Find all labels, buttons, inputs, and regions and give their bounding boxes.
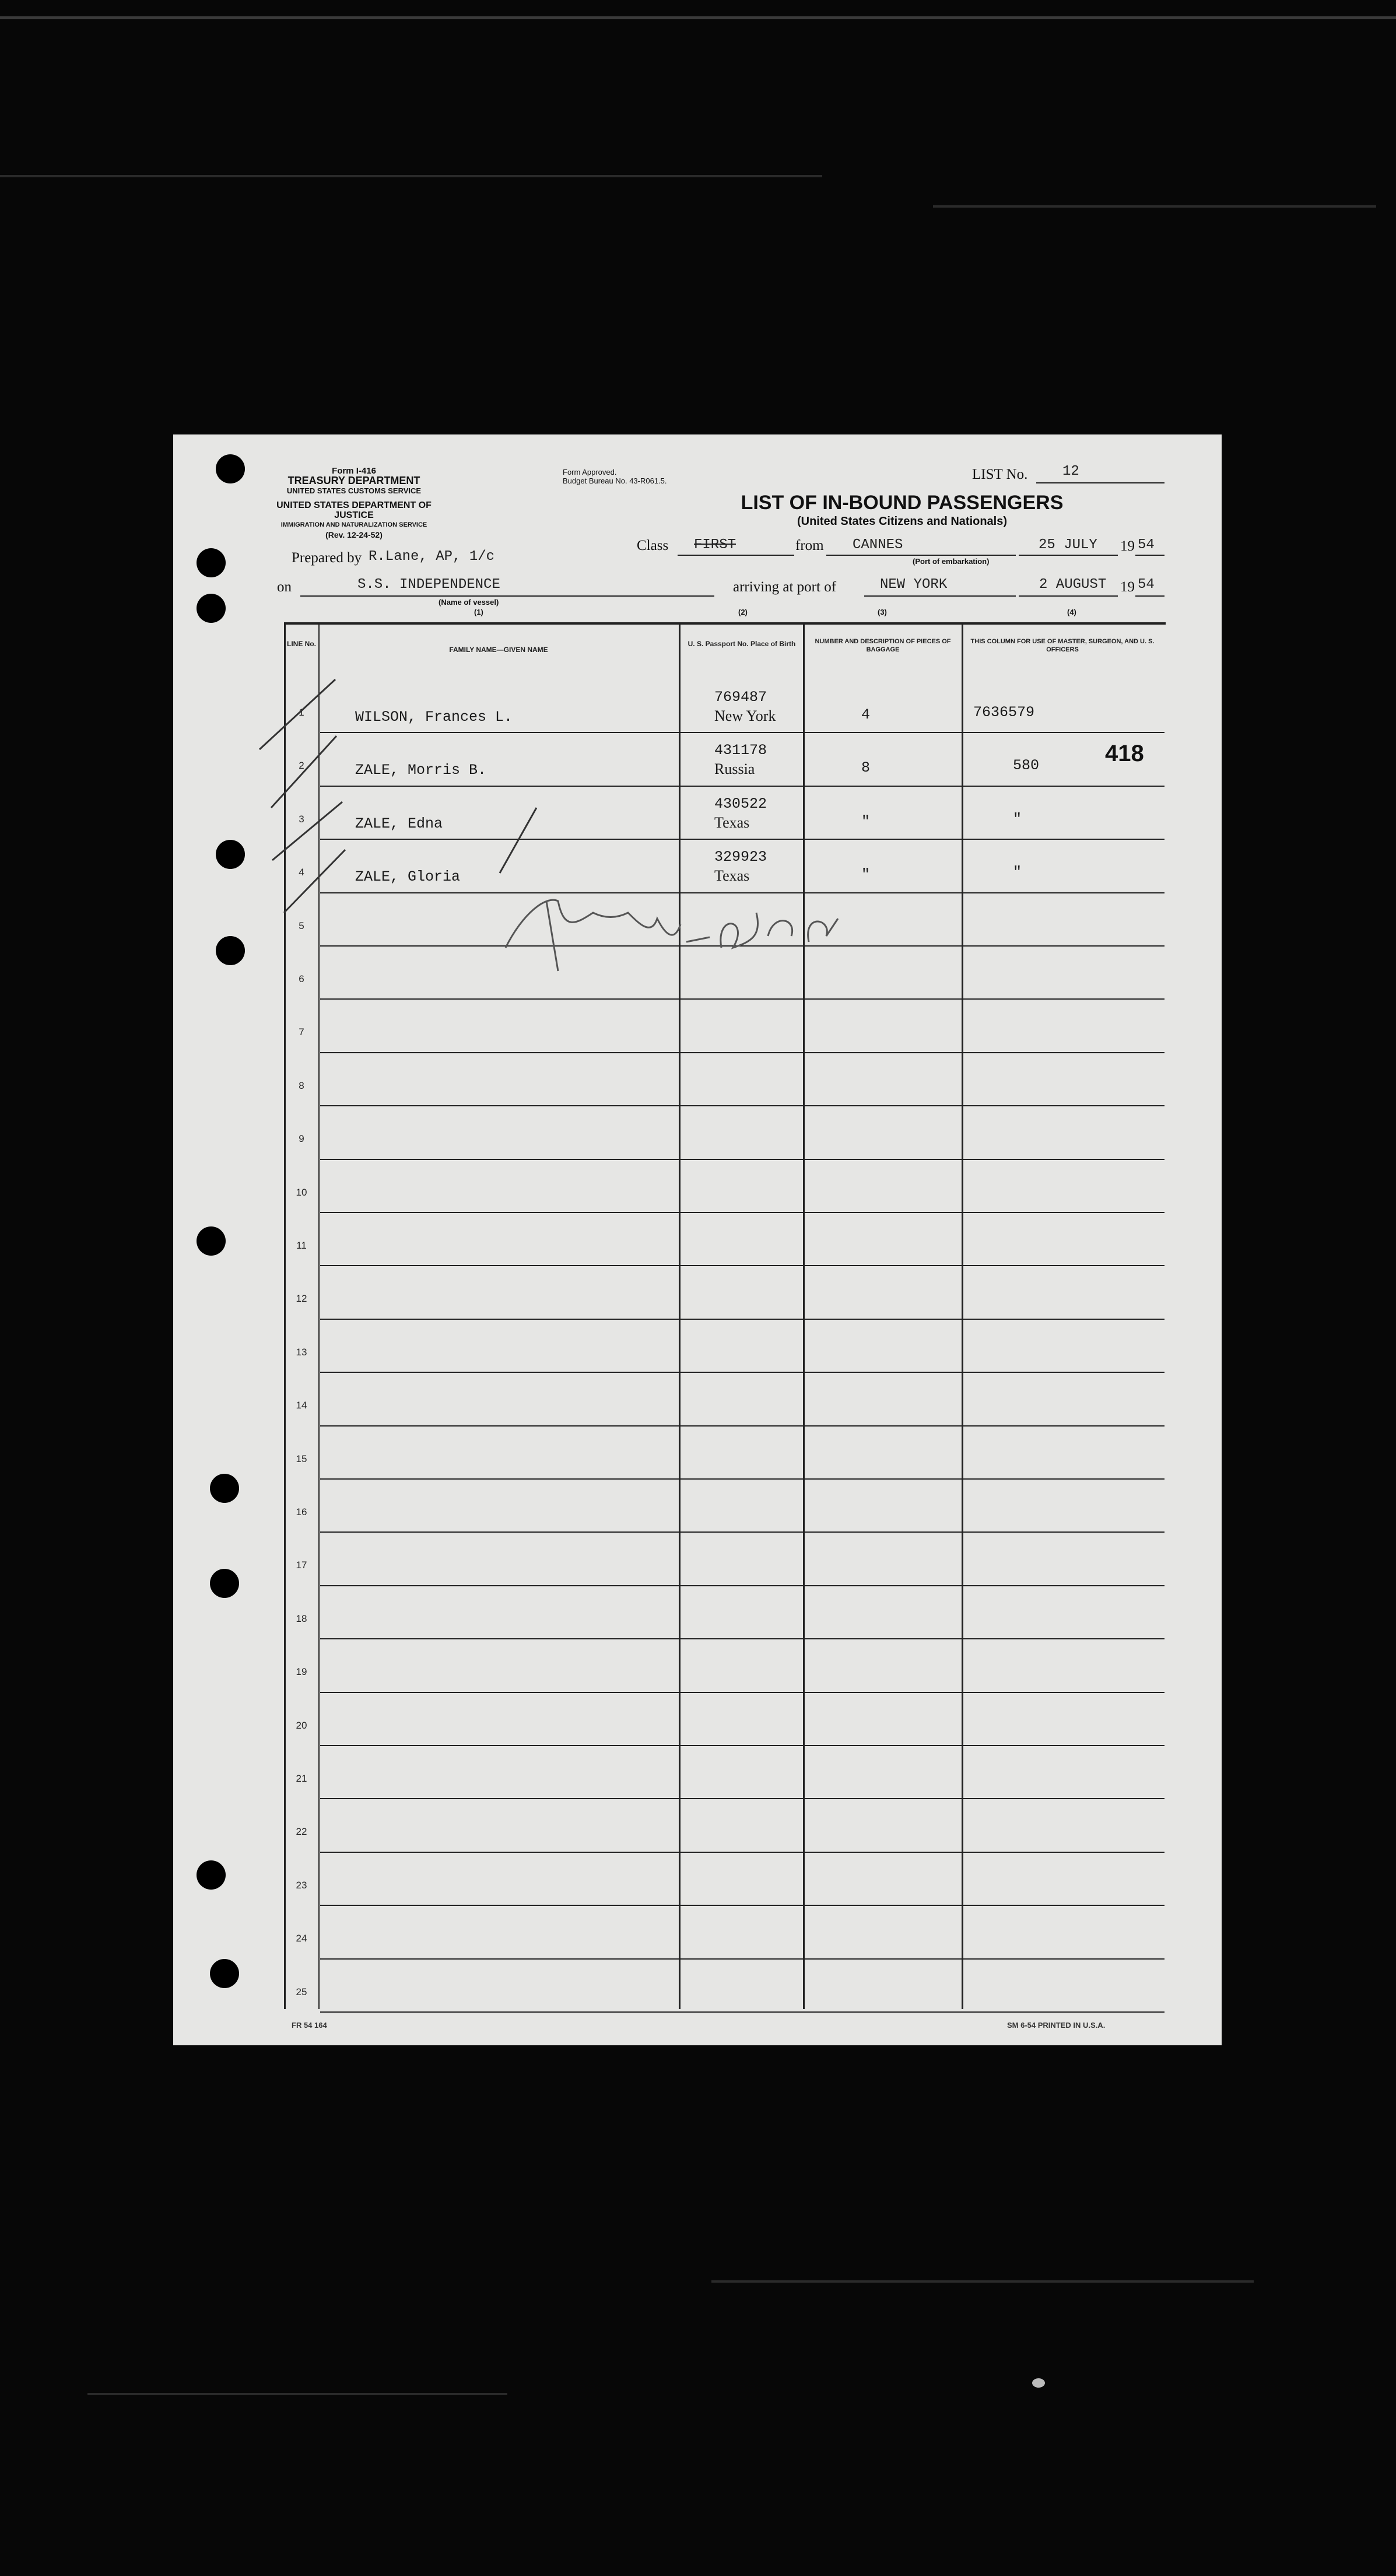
list-no-label: LIST No. (972, 467, 1028, 482)
handwritten-annotation (506, 900, 838, 971)
film-scratch (711, 2280, 1254, 2283)
row-line-number: 24 (296, 1933, 307, 1944)
checkmark-row-1 (259, 679, 335, 749)
row-line-number: 15 (296, 1453, 307, 1464)
ins-label: IMMIGRATION AND NATURALIZATION SERVICE (280, 521, 427, 528)
film-speck (1032, 2378, 1045, 2388)
row-line-number: 11 (296, 1240, 307, 1251)
depart-year-prefix: 19 (1120, 538, 1135, 554)
passenger-name: ZALE, Morris B. (355, 762, 487, 779)
vessel-value: S.S. INDEPENDENCE (357, 577, 500, 593)
film-edge-top (0, 16, 1396, 19)
officer-note: " (1013, 811, 1022, 828)
from-port-value: CANNES (853, 537, 903, 553)
arrival-port-value: NEW YORK (880, 577, 948, 593)
checkmark-row-3 (272, 802, 342, 860)
row-line-number: 14 (296, 1400, 307, 1411)
list-no-value: 12 (1062, 464, 1079, 479)
row-line-number: 20 (296, 1720, 307, 1731)
from-label: from (795, 538, 824, 553)
arrival-year-value: 54 (1138, 577, 1155, 593)
dept-justice: UNITED STATES DEPARTMENT OF JUSTICE (276, 500, 432, 520)
row-line-number: 13 (296, 1347, 307, 1358)
passport-number: 329923 (714, 849, 767, 865)
row-line-number: 2 (299, 760, 304, 771)
form-subtitle: (United States Citizens and Nationals) (797, 515, 1008, 528)
baggage-count: 4 (861, 706, 871, 723)
header-officers: THIS COLUMN FOR USE OF MASTER, SURGEON, AND U. S. OFFICERS (970, 638, 1155, 653)
arriving-label: arriving at port of (733, 579, 837, 595)
col-num-4: (4) (1067, 608, 1076, 616)
passenger-name: ZALE, Edna (355, 815, 443, 832)
place-of-birth: Texas (714, 814, 750, 831)
arrival-year-prefix: 19 (1120, 579, 1135, 595)
film-scratch (0, 175, 822, 177)
checkmark-row-2 (271, 736, 336, 808)
port-embarkation-caption: (Port of embarkation) (913, 557, 990, 566)
header-name: FAMILY NAME—GIVEN NAME (449, 646, 548, 654)
stamp-number: 418 (1105, 741, 1144, 766)
passenger-name: WILSON, Frances L. (355, 709, 513, 726)
footer-left-code: FR 54 164 (292, 2021, 327, 2030)
form-title: LIST OF IN-BOUND PASSENGERS (741, 492, 1064, 514)
row-line-number: 5 (299, 920, 304, 931)
place-of-birth: New York (714, 707, 776, 724)
dept-treasury: TREASURY DEPARTMENT (287, 475, 420, 486)
row-line-number: 17 (296, 1559, 307, 1571)
film-scratch (933, 205, 1376, 208)
place-of-birth: Russia (714, 760, 755, 777)
revision-date: (Rev. 12-24-52) (325, 530, 383, 539)
row-line-number: 6 (299, 973, 304, 984)
checkmark-row-4 (284, 850, 345, 913)
row-line-number: 10 (296, 1187, 307, 1198)
baggage-count: " (861, 813, 871, 830)
header-baggage: NUMBER AND DESCRIPTION OF PIECES OF BAGGAGE (815, 638, 951, 653)
tick-mark (500, 808, 536, 873)
class-label: Class (637, 538, 669, 553)
passenger-name: ZALE, Gloria (355, 868, 461, 885)
passport-number: 430522 (714, 795, 767, 812)
row-line-number: 21 (296, 1773, 307, 1784)
row-line-number: 22 (296, 1826, 307, 1837)
row-line-number: 23 (296, 1880, 307, 1891)
baggage-count: 8 (861, 759, 871, 776)
col-num-3: (3) (878, 608, 887, 616)
officer-note: 580 (1013, 757, 1040, 774)
passenger-manifest-page (173, 434, 1222, 2045)
row-line-number: 18 (296, 1613, 307, 1624)
vessel-caption: (Name of vessel) (439, 598, 499, 607)
row-line-number: 19 (296, 1666, 307, 1677)
on-label: on (277, 579, 292, 595)
officer-note: " (1013, 864, 1022, 881)
depart-date-value: 25 JULY (1039, 537, 1097, 553)
row-line-number: 25 (296, 1986, 307, 1997)
passport-number: 769487 (714, 689, 767, 706)
prepared-by-label: Prepared by (292, 550, 362, 566)
row-line-number: 4 (299, 867, 304, 878)
row-line-number: 3 (299, 814, 304, 825)
passport-number: 431178 (714, 742, 767, 759)
officer-note: 7636579 (973, 704, 1035, 721)
col-num-1: (1) (474, 608, 483, 616)
footer-printing: SM 6-54 PRINTED IN U.S.A. (1007, 2021, 1106, 2030)
depart-year-value: 54 (1138, 537, 1155, 553)
handwritten-marks (173, 434, 1222, 2045)
row-line-number: 7 (299, 1026, 304, 1038)
form-number: Form I-416 (332, 466, 376, 476)
budget-bureau: Budget Bureau No. 43-R061.5. (563, 476, 667, 485)
header-passport: U. S. Passport No. Place of Birth (688, 640, 796, 648)
row-line-number: 1 (299, 707, 304, 718)
film-scratch (87, 2393, 507, 2395)
row-line-number: 16 (296, 1506, 307, 1517)
form-approved: Form Approved. (563, 468, 617, 476)
prepared-by-value: R.Lane, AP, 1/c (369, 549, 495, 565)
customs-service: UNITED STATES CUSTOMS SERVICE (286, 486, 422, 495)
row-line-number: 8 (299, 1080, 304, 1091)
class-value: FIRST (694, 537, 736, 553)
row-line-number: 12 (296, 1293, 307, 1304)
col-num-2: (2) (738, 608, 748, 616)
arrival-date-value: 2 AUGUST (1039, 577, 1107, 593)
place-of-birth: Texas (714, 867, 750, 884)
header-line-no: LINE No. (287, 640, 316, 648)
baggage-count: " (861, 866, 871, 883)
row-line-number: 9 (299, 1133, 304, 1144)
